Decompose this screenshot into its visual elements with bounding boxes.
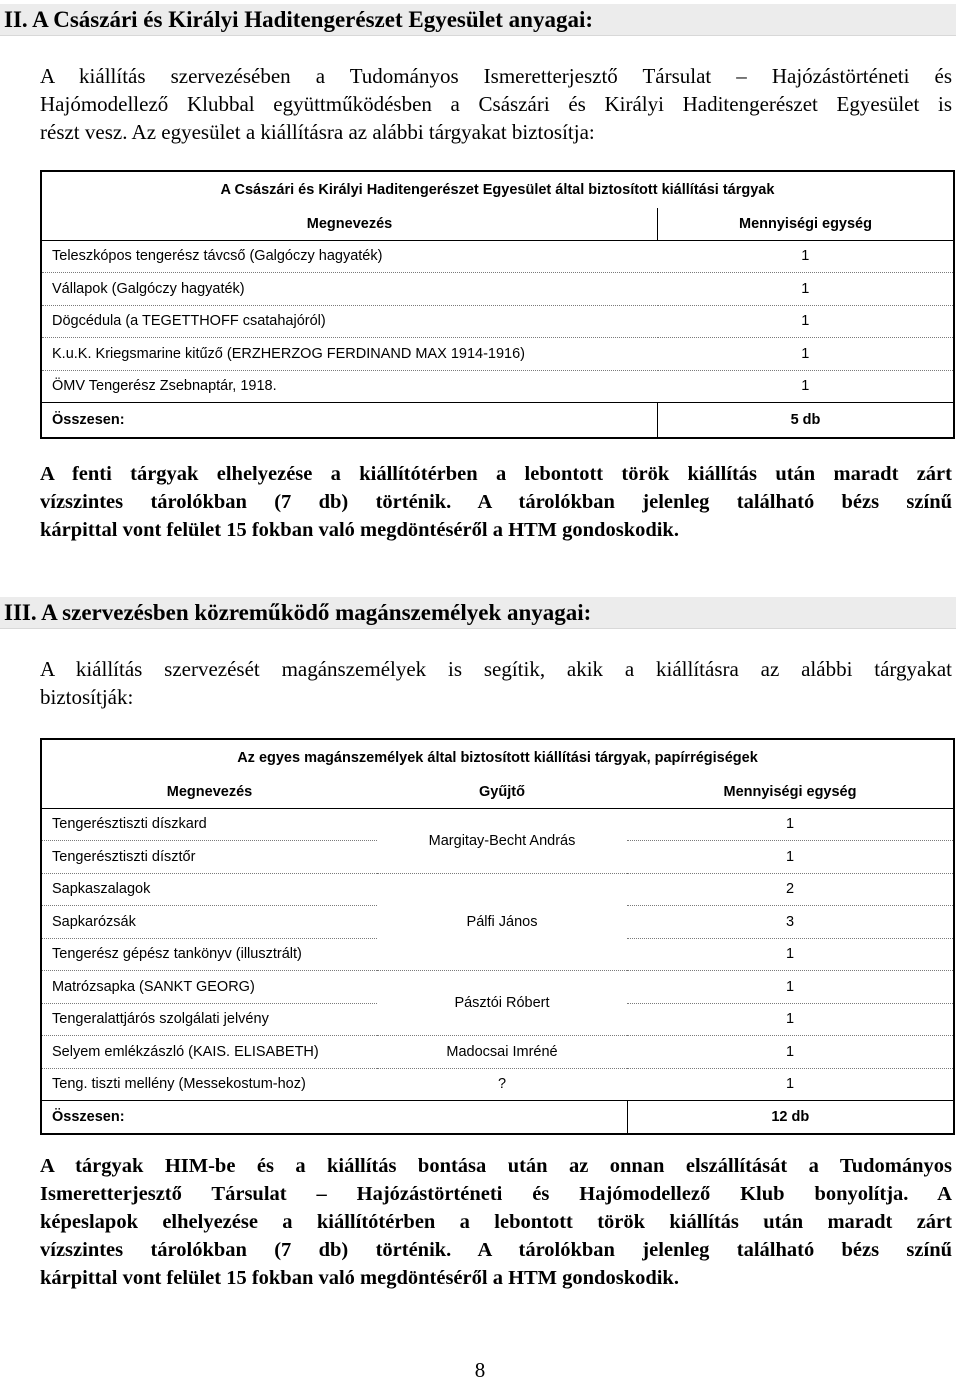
column-header-qty: Mennyiségi egység <box>627 776 954 808</box>
item-qty: 1 <box>658 370 955 403</box>
total-label: Összesen: <box>41 1101 627 1135</box>
intro-line: A kiállítás szervezésében a Tudományos Ismeretterjesztő Társulat – Hajózástörténeti és <box>40 64 952 88</box>
item-name: Selyem emlékzászló (KAIS. ELISABETH) <box>41 1036 377 1069</box>
page-number: 8 <box>474 1358 486 1382</box>
note-line: vízszintes tárolókban (7 db) történik. A tárolókban jelenleg található bézs színű <box>40 491 952 513</box>
section-2-note <box>40 460 952 544</box>
section-2-intro <box>40 62 952 146</box>
total-row <box>41 403 954 439</box>
table-row <box>41 338 954 371</box>
item-qty: 2 <box>627 873 954 906</box>
column-header-name: Megnevezés <box>41 776 377 808</box>
item-name: Dögcédula (a TEGETTHOFF csatahajóról) <box>41 305 658 338</box>
item-qty: 1 <box>658 305 955 338</box>
table-row <box>41 1068 954 1101</box>
note-line: A tárgyak HIM-be és a kiállítás bontása után az onnan elszállítását a Tudományos <box>40 1155 952 1177</box>
section-3-note <box>40 1152 952 1292</box>
item-qty: 1 <box>658 273 955 306</box>
total-row <box>41 1101 954 1135</box>
intro-line: biztosítják: <box>40 685 134 709</box>
item-qty: 1 <box>658 338 955 371</box>
collector-name: ? <box>377 1068 627 1101</box>
table-row <box>41 305 954 338</box>
column-header-qty: Mennyiségi egység <box>658 208 955 240</box>
table-row <box>41 873 954 906</box>
table-title: Az egyes magánszemélyek által biztosított kiállítási tárgyak, papírrégiségek <box>237 750 758 766</box>
item-name: Tengerésztiszti dísztőr <box>41 841 377 874</box>
table-row <box>41 240 954 273</box>
private-items-table <box>40 738 955 1135</box>
item-name: K.u.K. Kriegsmarine kitűző (ERZHERZOG FERDINAND MAX 1914-1916) <box>41 338 658 371</box>
association-items-table <box>40 170 955 439</box>
item-name: Sapkarózsák <box>41 906 377 939</box>
section-3-intro <box>40 655 952 711</box>
item-qty: 1 <box>627 971 954 1004</box>
item-qty: 1 <box>627 1036 954 1069</box>
item-qty: 3 <box>627 906 954 939</box>
item-name: Tengerész gépész tankönyv (illusztrált) <box>41 938 377 971</box>
column-header-collector: Gyűjtő <box>377 776 627 808</box>
item-name: Tengeralattjárós szolgálati jelvény <box>41 1003 377 1036</box>
item-qty: 1 <box>658 240 955 273</box>
note-line: kárpittal vont felület 15 fokban való megdöntéséről a HTM gondoskodik. <box>40 1267 679 1289</box>
intro-line: Hajómodellező Klubbal együttműködésben a Császári és Királyi Haditengerészet Egyesület is <box>40 92 952 116</box>
item-qty: 1 <box>627 938 954 971</box>
section-3-heading: III. A szervezésben közreműködő magánszemélyek anyagai: <box>0 597 956 629</box>
total-value: 5 db <box>790 412 821 428</box>
total-value: 12 db <box>771 1109 810 1125</box>
item-name: ÖMV Tengerész Zsebnaptár, 1918. <box>41 370 658 403</box>
item-name: Teleszkópos tengerész távcső (Galgóczy hagyaték) <box>41 240 658 273</box>
item-name: Tengerésztiszti díszkard <box>41 808 377 841</box>
table-row <box>41 971 954 1004</box>
item-name: Sapkaszalagok <box>41 873 377 906</box>
item-name: Matrózsapka (SANKT GEORG) <box>41 971 377 1004</box>
item-qty: 1 <box>627 1068 954 1101</box>
total-label: Összesen: <box>41 403 658 439</box>
note-line: kárpittal vont felület 15 fokban való megdöntéséről a HTM gondoskodik. <box>40 519 679 541</box>
item-qty: 1 <box>627 1003 954 1036</box>
table-row <box>41 1036 954 1069</box>
note-line: Ismeretterjesztő Társulat – Hajózástörténeti és Hajómodellező Klub bonyolítja. A <box>40 1183 952 1205</box>
collector-name: Margitay-Becht András <box>377 808 627 873</box>
table-row <box>41 273 954 306</box>
collector-name: Madocsai Imréné <box>377 1036 627 1069</box>
intro-line: részt vesz. Az egyesület a kiállításra az alábbi tárgyakat biztosítja: <box>40 120 595 144</box>
item-name: Teng. tiszti mellény (Messekostum-hoz) <box>41 1068 377 1101</box>
note-line: vízszintes tárolókban (7 db) történik. A tárolókban jelenleg található bézs színű <box>40 1239 952 1261</box>
collector-name: Pálfi János <box>377 873 627 971</box>
section-2-heading: II. A Császári és Királyi Haditengerészet Egyesület anyagai: <box>0 4 956 36</box>
table-row <box>41 808 954 841</box>
table-title: A Császári és Királyi Haditengerészet Egyesület által biztosított kiállítási tárgyak <box>220 182 775 198</box>
intro-line: A kiállítás szervezését magánszemélyek is segítik, akik a kiállításra az alábbi tárgyakat <box>40 657 952 681</box>
column-header-name: Megnevezés <box>41 208 658 240</box>
table-row <box>41 370 954 403</box>
note-line: képeslapok elhelyezése a kiállítótérben a lebontott török kiállítás után maradt zárt <box>40 1211 952 1233</box>
collector-name: Pásztói Róbert <box>377 971 627 1036</box>
item-qty: 1 <box>627 808 954 841</box>
item-qty: 1 <box>627 841 954 874</box>
note-line: A fenti tárgyak elhelyezése a kiállítótérben a lebontott török kiállítás után maradt zárt <box>40 463 952 485</box>
item-name: Vállapok (Galgóczy hagyaték) <box>41 273 658 306</box>
